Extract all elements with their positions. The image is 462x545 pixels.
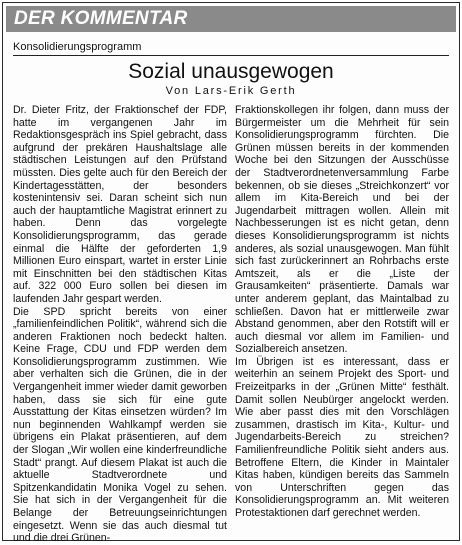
- article-kicker: Konsolidierungsprogramm: [13, 41, 142, 53]
- paragraph: Die SPD spricht bereits von einer „familienfeindlichen Politik“, während sich die anderen Fraktionen noch bedeckt halten. Keine Frage, CDU und FDP werden dem Konsolidierungsprogramm zustimmen. Wie aber verhalten sich die Grünen, die in der Vergangenheit immer wieder damit geworben haben, dass sie sich für eine gute Ausstattung der Kitas einsetzen würden? Im nun beginnenden Wahlkampf werden sie übrigens ein Plakat präsentieren, auf dem der Slogan „Wir wollen eine kinderfreundliche Stadt“ prangt. Auf diesem Plakat ist auch die aktuelle Stadtverordnete und Spitzenkandidatin Monika Vogel zu sehen. Sie hat sich in der Vergangenheit für die Belange der Betreuungseinrichtungen eingesetzt. Wenn sie das auch diesmal tut und die drei Grünen-: [13, 305, 227, 545]
- paragraph: Im Übrigen ist es interessant, dass er weiterhin an seinem Projekt des Sport- und Freizeitparks in der „Grünen Mitte“ festhält. Damit sollen Neubürger angelockt werden. Wie aber passt dies mit den Vorschlägen zusammen, drastisch im Kita-, Kultur- und Jugendarbeits-Bereich zu streichen? Familienfreundliche Politik sieht anders aus. Betroffene Eltern, die Kinder in Maintaler Kitas haben, kündigen bereits das Sammeln von Unterschriften gegen das Konsolidierungsprogramm an. Mit weiteren Protestaktionen darf gerechnet werden.: [235, 355, 449, 519]
- paragraph: Dr. Dieter Fritz, der Fraktionschef der FDP, hatte im vergangenen Jahr im Redaktionsgespräch ins Spiel gebracht, dass aufgrund der prekären Haushaltslage alle städtischen Leistungen auf den Prüfstand müssten. Dies gelte auch für den Bereich der Kindertagesstätten, der besonders kostenintensiv sei. Daran scheint sich nun auch der hauptamtliche Magistrat erinnert zu haben. Denn das vorgelegte Konsolidierungsprogramm, das gerade einmal die Hälfte der geforderten 1,9 Millionen Euro einspart, wartet in erster Linie mit Einschnitten bei den städtischen Kitas auf. 322 000 Euro sollen bei diesen im laufenden Jahr gespart werden.: [13, 104, 227, 305]
- article-headline: Sozial unausgewogen: [128, 60, 334, 83]
- article-body: [13, 104, 449, 545]
- paragraph: Fraktionskollegen ihr folgen, dann muss der Bürgermeister um die Mehrheit für sein Konsolidierungsprogramm fürchten. Die Grünen müssen bereits in der kommenden Woche bei den Sitzungen der Ausschüsse der Stadtverordnetenversammlung Farbe bekennen, ob sie dieses „Streichkonzert“ vor allem im Kita-Bereich und bei der Jugendarbeit mittragen wollen. Allein mit Nachbesserungen ist es nicht getan, denn dieses Konsolidierungsprogramm ist nichts anderes, als sozial unausgewogen. Man fühlt sich fast zurückerinnert an Rohrbachs erste Amtszeit, als er die „Liste der Grausamkeiten“ präsentierte. Damals war unter anderem geplant, das Maintalbad zu schließen. Davon hat er mittlerweile zwar Abstand genommen, aber den Rotstift will er auch diesmal vor allem im Familien- und Sozialbereich ansetzen.: [235, 104, 449, 356]
- commentary-clipping: [2, 2, 460, 545]
- column-right: [235, 104, 449, 545]
- column-left: [13, 104, 227, 545]
- kicker-rule: [13, 32, 449, 56]
- section-title: DER KOMMENTAR: [14, 8, 188, 29]
- section-banner: [6, 6, 456, 32]
- article-byline: Von Lars-Erik Gerth: [165, 85, 297, 97]
